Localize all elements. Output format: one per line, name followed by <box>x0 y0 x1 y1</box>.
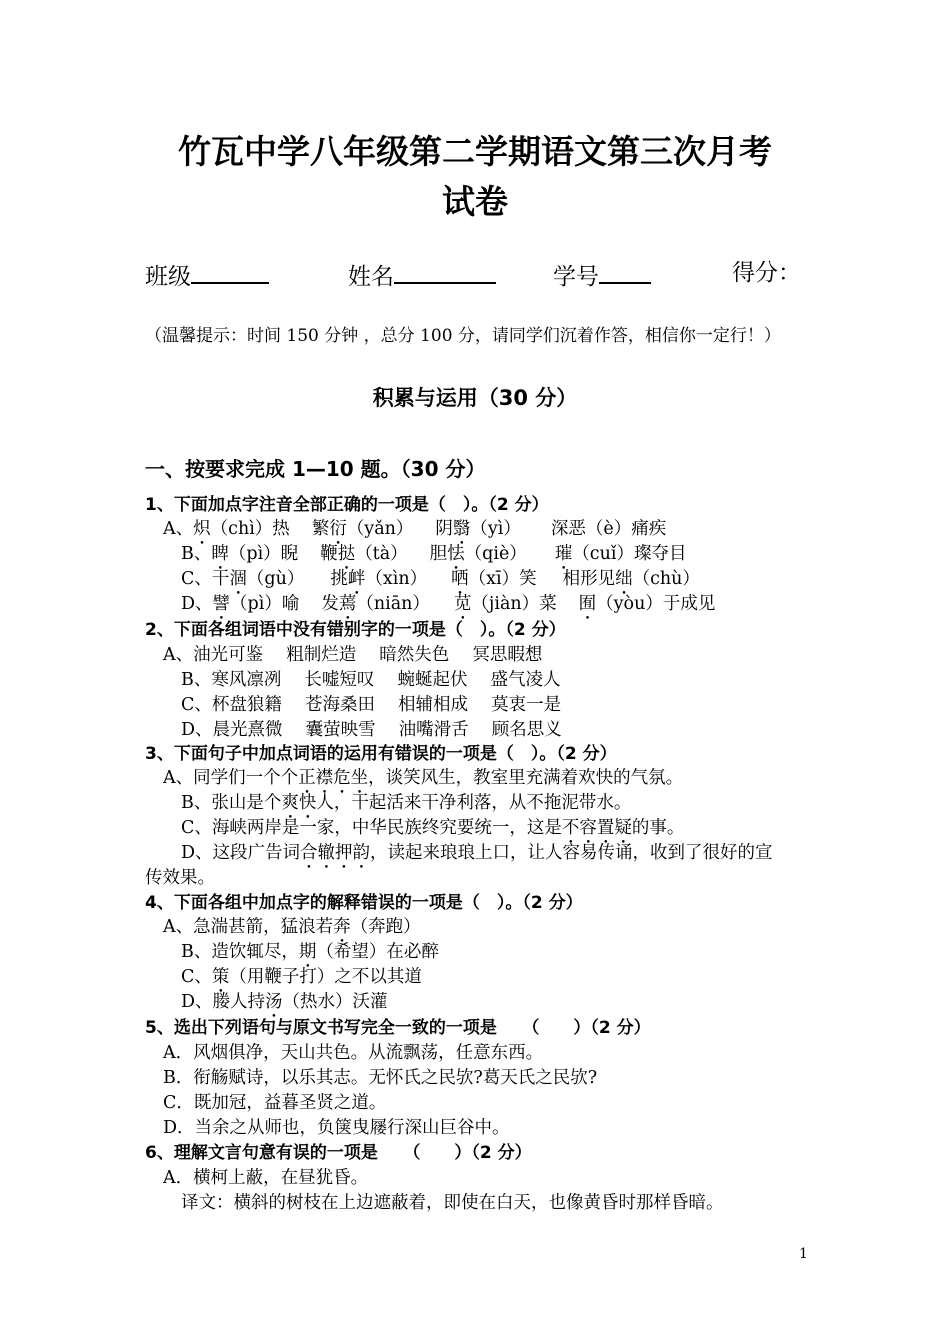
question-2-option-d: D、晨光熹微 囊萤映雪 油嘴滑舌 顾名思义 <box>181 720 562 740</box>
dotted-char: 衍 <box>329 519 347 539</box>
question-5-option-b: B．衔觞赋诗，以乐其志。无怀氏之民欤?葛天氏之民欤? <box>163 1068 598 1088</box>
option-letter: D、 <box>181 594 213 614</box>
question-3-option-d <box>181 841 773 873</box>
class-field <box>145 258 269 292</box>
question-6-option-a-translation: 译文：横斜的树枝在上边遮蔽着，即使在白天，也像黄昏时那样昏暗。 <box>181 1193 724 1213</box>
pinyin-text: （gù） <box>246 569 305 589</box>
dotted-char: 汤 <box>265 992 283 1012</box>
plain-text: 深恶 <box>550 519 586 539</box>
question-3-stem: 3、下面句子中加点词语的运用有错误的一项是（ ）。（2 分） <box>145 744 617 764</box>
score-label: 得分： <box>732 260 801 286</box>
dotted-char: 绌 <box>615 569 633 589</box>
plain-text: ，读起来琅琅上口，让人容易传诵，收到了很好的宣 <box>370 843 773 863</box>
plain-text: 鞭 <box>320 544 338 564</box>
option-letter: B、 <box>181 544 212 564</box>
dotted-char: 怯 <box>447 544 465 564</box>
plain-text: ，谈笑风生，教室里充满着欢快的气氛。 <box>368 768 684 788</box>
plain-text: （热水）沃灌 <box>282 992 388 1012</box>
dotted-phrase: 合辙押韵 <box>300 843 371 863</box>
pinyin-text: （yǎn） <box>346 519 414 539</box>
plain-text: （奔跑） <box>350 917 421 937</box>
dotted-char: 璀 <box>554 544 573 564</box>
question-5-option-a: A．风烟俱净，天山共色。从流飘荡，任意东西。 <box>163 1043 544 1063</box>
question-2-option-c: C、杯盘狼籍 苍海桑田 相辅相成 莫衷一是 <box>181 695 562 715</box>
question-1-stem: 1、下面加点字注音全部正确的一项是（ ）。（2 分） <box>145 495 549 515</box>
plain-text: 的事。 <box>631 818 685 838</box>
dotted-char: 挞 <box>337 544 356 564</box>
dotted-char: 譬 <box>212 594 231 614</box>
id-label: 学号 <box>553 264 599 290</box>
plain-text: C、海峡两岸是一家，中华民族终究要统一，这是 <box>181 818 562 838</box>
pinyin-text: （pì）睨 <box>228 544 299 564</box>
plain-text: 发 <box>321 594 339 614</box>
class-blank[interactable] <box>191 258 269 284</box>
dotted-phrase: 不容置疑 <box>561 818 632 838</box>
exam-title-continued: 试卷 <box>442 182 508 221</box>
plain-text: A、急湍甚箭，猛浪若 <box>163 917 334 937</box>
question-2-option-b: B、寒风凛冽 长嘘短叹 蜿蜒起伏 盛气凌人 <box>181 670 561 690</box>
pinyin-text: （yì） <box>470 519 521 539</box>
plain-text: 相形见 <box>562 569 616 589</box>
plain-text: 人，干起活来干净利落，从不拖泥带水。 <box>316 793 632 813</box>
id-field <box>553 258 651 292</box>
section-heading: 积累与运用（30 分） <box>372 386 578 410</box>
plain-text: 干 <box>211 569 230 589</box>
plain-text: C、 <box>181 967 212 987</box>
name-field <box>348 258 496 292</box>
dotted-char: 期 <box>298 942 317 962</box>
dotted-phrase: 爽快 <box>281 793 317 813</box>
question-5-option-c: C．既加冠，益暮圣贤之道。 <box>163 1093 387 1113</box>
name-blank[interactable] <box>394 258 496 284</box>
question-3-option-d-continued: 传效果。 <box>145 868 215 888</box>
plain-text: 繁 <box>311 519 330 539</box>
question-5-option-d: D．当余之从师也，负箧曳屦行深山巨谷中。 <box>163 1118 510 1138</box>
question-2-stem: 2、下面各组词语中没有错别字的一项是（ ）。（2 分） <box>145 620 566 640</box>
dotted-char: 哂 <box>451 569 469 589</box>
question-6-stem: 6、理解文言句意有误的一项是 （ ）（2 分） <box>145 1143 532 1163</box>
plain-text: B、造饮辄尽， <box>181 942 299 962</box>
exam-title: 竹瓦中学八年级第二学期语文第三次月考 <box>178 132 772 171</box>
plain-text: 挑 <box>330 569 348 589</box>
plain-text: 胆 <box>429 544 448 564</box>
name-label: 姓名 <box>348 264 394 290</box>
part-heading: 一、按要求完成 1—10 题。（30 分） <box>145 457 486 481</box>
pinyin-text: （xìn） <box>365 569 428 589</box>
pinyin-text: （chì）热 <box>210 519 290 539</box>
plain-text: 阴 <box>435 519 453 539</box>
page-number: 1 <box>799 1246 808 1262</box>
option-letter: C、 <box>181 569 212 589</box>
pinyin-text: （tà） <box>355 544 408 564</box>
plain-text: （希望）在必醉 <box>316 942 439 962</box>
plain-text: D、媵人持 <box>181 992 266 1012</box>
class-label: 班级 <box>145 264 191 290</box>
dotted-char: 炽 <box>193 519 211 539</box>
pinyin-text: （xī）笑 <box>468 569 537 589</box>
dotted-char: 奔 <box>333 917 351 937</box>
plain-text: B、张山是个 <box>181 793 282 813</box>
id-blank[interactable] <box>599 258 651 284</box>
dotted-char: 蔫 <box>338 594 357 614</box>
plain-text: D、这段广告词 <box>181 843 301 863</box>
pinyin-text: （yòu）于成见 <box>596 594 716 614</box>
dotted-char: 策 <box>211 967 230 987</box>
pinyin-text: （chù） <box>632 569 700 589</box>
pinyin-text: （niān） <box>356 594 430 614</box>
pinyin-text: （cuǐ）璨夺目 <box>572 544 687 564</box>
dotted-char: 睥 <box>211 544 229 564</box>
plain-text: （用鞭子打）之不以其道 <box>229 967 422 987</box>
dotted-char: 囿 <box>578 594 597 614</box>
dotted-char: 翳 <box>452 519 471 539</box>
exam-tip: （温馨提示：时间 150 分钟 ，总分 100 分，请同学们沉着作答，相信你一定行！） <box>145 326 781 346</box>
question-4-stem: 4、下面各组中加点字的解释错误的一项是（ ）。（2 分） <box>145 893 583 913</box>
dotted-char: 衅 <box>347 569 366 589</box>
question-6-option-a: A．横柯上蔽，在昼犹昏。 <box>163 1168 369 1188</box>
plain-text: A、同学们一个个 <box>163 768 299 788</box>
dotted-phrase: 正襟危坐 <box>298 768 369 788</box>
question-2-option-a: A、油光可鉴 粗制烂造 暗然失色 冥思暇想 <box>163 645 543 665</box>
question-5-stem: 5、选出下列语句与原文书写完全一致的一项是 （ ）（2 分） <box>145 1018 651 1038</box>
pinyin-text: （qiè） <box>464 544 527 564</box>
pinyin-text: （pì）喻 <box>230 594 300 614</box>
option-letter: A、 <box>163 519 194 539</box>
dotted-char: 苋 <box>453 594 472 614</box>
pinyin-text: （jiàn）菜 <box>471 594 557 614</box>
pinyin-text: （è）痛疾 <box>585 519 667 539</box>
dotted-char: 涸 <box>229 569 247 589</box>
